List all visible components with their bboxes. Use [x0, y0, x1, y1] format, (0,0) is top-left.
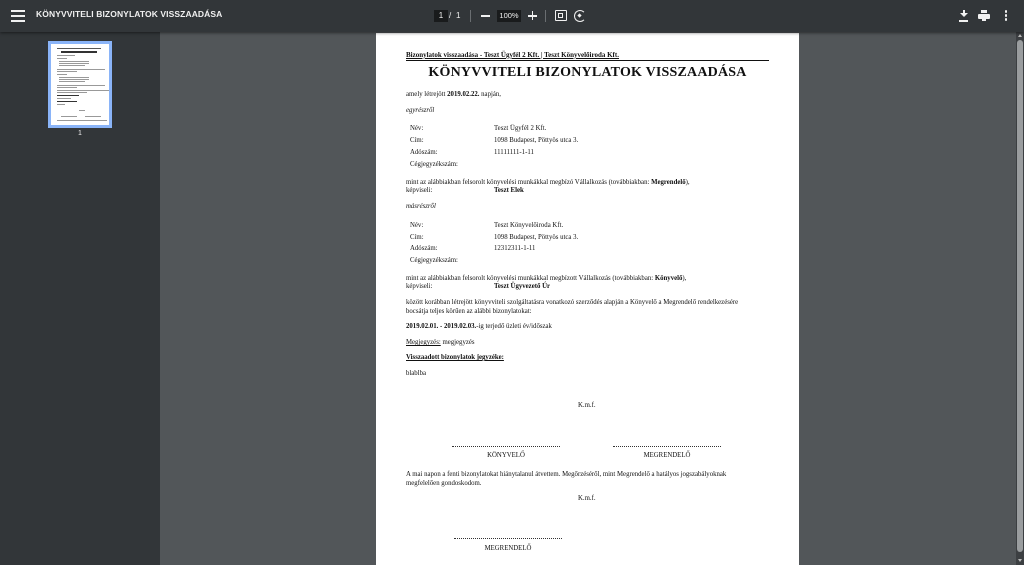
party2-intro: másrészről — [406, 203, 436, 210]
print-icon[interactable] — [978, 9, 990, 23]
signature-line-konyvelo — [452, 446, 560, 447]
signature-label-megrendelo: MEGRENDELŐ — [643, 452, 691, 459]
kmf-2: K.m.f. — [578, 495, 596, 502]
party2-role-text: mint az alábbiakban felsorolt könyvelési munkákkal megbízott Vállalkozás (továbbiakban: — [406, 275, 654, 282]
kmf-1: K.m.f. — [578, 402, 596, 409]
body-line-1: között korábban létrejött könyvviteli szolgáltatásra vonatkozó szerződés alapján a Könyvelő a Megrendelő rendelkezésére — [406, 299, 739, 306]
signature-label-konyvelo: KÖNYVELŐ — [487, 452, 525, 459]
thumbnail-page-number: 1 — [78, 130, 82, 137]
party2-name: Teszt Könyvelőiroda Kft. — [494, 222, 564, 229]
party1-tax-label: Adószám: — [410, 149, 438, 156]
period-dates: 2019.02.01. - 2019.02.03. — [406, 323, 477, 330]
party2-tax-label: Adószám: — [410, 245, 438, 252]
fit-page-icon[interactable] — [555, 10, 567, 21]
page-number-input[interactable]: 1 — [434, 10, 448, 22]
page-separator: / — [449, 11, 452, 20]
page-header: Bizonylatok visszaadása - Teszt Ügyfél 2 Kft. | Teszt Könyvelőiroda Kft. — [406, 51, 619, 59]
list-content: blablba — [406, 370, 427, 377]
page-thumbnail[interactable] — [48, 41, 112, 128]
toolbar-divider — [545, 10, 546, 22]
created-line — [406, 91, 501, 98]
party1-role-name: Megrendelő — [651, 179, 686, 186]
note-value: megjegyzés — [442, 339, 475, 346]
created-prefix: amely létrejött — [406, 91, 446, 98]
document-title: KÖNYVVITELI BIZONYLATOK VISSZAADÁSA — [36, 9, 223, 19]
party2-rep: Teszt Ügyvezető Úr — [494, 283, 550, 290]
party1-role-text: mint az alábbiakban felsorolt könyvelési munkákkal megbízó Vállalkozás (továbbiakban: — [406, 179, 650, 186]
party1-role-end: ), — [685, 179, 690, 186]
party2-rep-label: képviseli: — [406, 283, 433, 290]
party1-address: 1098 Budapest, Pöttyös utca 3. — [494, 137, 579, 144]
period-line — [406, 323, 552, 330]
party1-name: Teszt Ügyfél 2 Kft. — [494, 125, 547, 132]
party1-address-label: Cím: — [410, 137, 424, 144]
party2-role-end: ), — [682, 275, 687, 282]
party2-role — [406, 275, 686, 282]
note-label: Megjegyzés: — [406, 339, 441, 346]
zoom-out-icon[interactable] — [480, 10, 491, 22]
document-heading: KÖNYVVITELI BIZONYLATOK VISSZAADÁSA — [428, 65, 747, 80]
signature-line-megrendelo — [613, 446, 721, 447]
page-count: 1 — [456, 11, 461, 20]
receipt-line-2: megfelelően gondoskodom. — [406, 480, 482, 487]
signature-line-receipt — [454, 538, 562, 539]
scroll-down-icon[interactable] — [1018, 559, 1022, 562]
party1-tax: 11111111-1-11 — [494, 149, 534, 156]
menu-icon[interactable] — [10, 8, 26, 24]
period-text: -ig terjedő üzleti év/időszak — [476, 323, 552, 330]
signature-label-receipt: MEGRENDELŐ — [484, 545, 532, 552]
download-icon[interactable] — [958, 9, 969, 23]
party2-reg-label: Cégjegyzékszám: — [410, 257, 458, 264]
note-line — [406, 339, 475, 346]
party2-tax: 12312311-1-11 — [494, 245, 536, 252]
scrollbar-thumb[interactable] — [1017, 40, 1023, 552]
party2-role-name: Könyvelő — [654, 275, 683, 282]
zoom-level-input[interactable]: 100% — [497, 10, 521, 22]
party1-role — [406, 179, 690, 186]
zoom-in-icon[interactable] — [527, 10, 538, 22]
pdf-toolbar — [0, 0, 1024, 32]
list-title: Visszaadott bizonylatok jegyzéke: — [406, 354, 504, 361]
scroll-up-icon[interactable] — [1018, 34, 1022, 37]
party1-rep: Teszt Elek — [494, 187, 524, 194]
party1-rep-label: képviseli: — [406, 187, 433, 194]
party1-name-label: Név: — [410, 125, 424, 132]
more-vert-icon[interactable] — [1003, 10, 1009, 22]
receipt-line-1: A mai napon a fenti bizonylatokat hiánytalanul átvettem. Megőrzéséről, mint Megrendelő a hatályos jogszabályoknak — [406, 471, 727, 478]
toolbar-divider — [470, 10, 471, 22]
rotate-icon[interactable] — [574, 10, 586, 22]
party1-intro: egyrészről — [406, 107, 435, 114]
party2-address-label: Cím: — [410, 234, 424, 241]
pdf-page — [376, 33, 799, 565]
party2-address: 1098 Budapest, Pöttyös utca 3. — [494, 234, 579, 241]
body-line-2: bocsátja teljes körűen az alábbi bizonylatokat: — [406, 308, 532, 315]
party2-name-label: Név: — [410, 222, 424, 229]
created-date: 2019.02.22. — [447, 91, 480, 98]
created-suffix: napján, — [481, 91, 501, 98]
vertical-scrollbar[interactable] — [1016, 32, 1024, 565]
party1-reg-label: Cégjegyzékszám: — [410, 161, 458, 168]
document-viewer[interactable] — [160, 32, 1016, 565]
header-divider — [406, 60, 769, 61]
